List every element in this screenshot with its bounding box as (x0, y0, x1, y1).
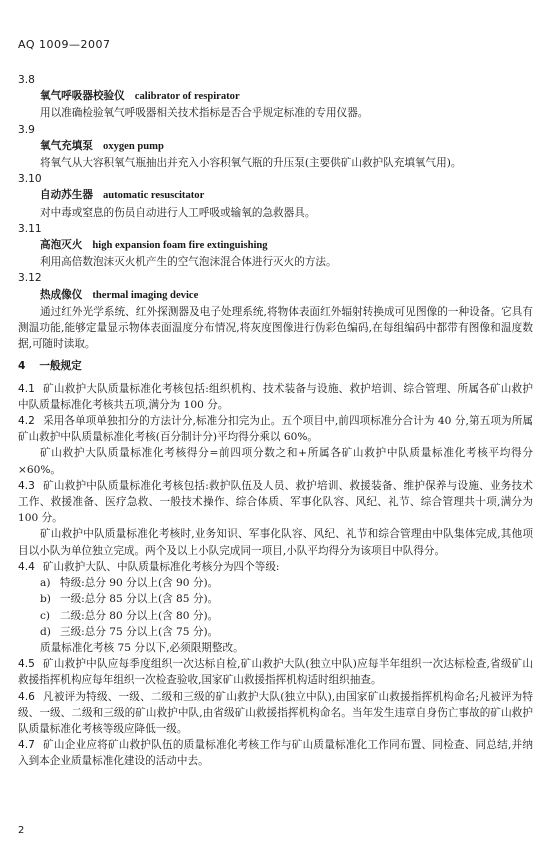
clause-4-6 (18, 689, 533, 738)
clause-number: 4.4 (18, 560, 35, 573)
term-definition: 用以准确检验氧气呼吸器相关技术指标是否合乎规定标准的专用仪器。 (40, 107, 369, 120)
clause-4-4-note: 质量标准化考核 75 分以下,必须限期整改。 (40, 641, 244, 654)
grade-text: 三级:总分 75 分以上(含 75 分)。 (60, 625, 219, 638)
term-definition: 通过红外光学系统、红外探测器及电子处理系统,将物体表面红外辐射转换成可见图像的一种设备。它具有测温功能,能够定量显示物体表面温度分布情况,将灰度图像进行伪彩色编码,在每组编码中都带有图像和温度数据,可随时读取。 (18, 305, 533, 351)
document-code: AQ 1009—2007 (18, 38, 111, 51)
term-en: oxygen pump (102, 140, 164, 152)
clause-text: 矿山救护大队质量标准化考核包括:组织机构、技术装备与设施、救护培训、综合管理、所属各矿山救护中队质量标准化考核共五项,满分为 100 分。 (18, 382, 533, 411)
term-number: 3.10 (18, 173, 42, 186)
term-definition: 将氧气从大容积氧气瓶抽出并充入小容积氧气瓶的升压泵(主要供矿山救护队充填氧气用)。 (40, 157, 462, 170)
page-number: 2 (18, 825, 25, 836)
clause-4-4 (18, 559, 533, 575)
term-definition: 利用高倍数泡沫灭火机产生的空气泡沫混合体进行灭火的方法。 (40, 256, 337, 269)
section-number: 4 (18, 360, 26, 373)
term-en: automatic resuscitator (102, 190, 205, 202)
term-number: 3.11 (18, 222, 42, 235)
clause-number: 4.2 (18, 415, 35, 428)
grade-item (18, 591, 533, 607)
grade-item (18, 575, 533, 591)
term-zh: 氧气呼吸器校验仪 (40, 90, 125, 103)
term-3-9 (18, 122, 533, 172)
term-heading (18, 237, 533, 254)
clause-text: 矿山救护大队、中队质量标准化考核分为四个等级: (42, 560, 280, 573)
grade-text: 二级:总分 80 分以上(含 80 分)。 (60, 609, 219, 622)
term-heading (18, 88, 533, 105)
clause-4-2 (18, 413, 533, 445)
clause-number: 4.5 (18, 658, 35, 671)
term-en: calibrator of respirator (134, 91, 240, 103)
term-3-10 (18, 171, 533, 221)
clause-4-5 (18, 656, 533, 688)
term-3-8 (18, 72, 533, 122)
grade-text: 特级:总分 90 分以上(含 90 分)。 (60, 577, 219, 590)
clause-4-7 (18, 737, 533, 769)
term-zh: 热成像仪 (40, 288, 83, 301)
clause-4-3 (18, 478, 533, 527)
grade-mark: d) (40, 625, 51, 638)
term-zh: 氧气充填泵 (40, 139, 93, 152)
clause-text: 采用各单项单独扣分的方法计分,标准分扣完为止。五个项目中,前四项标准分合计为 40 分,第五项为所属矿山救护中队质量标准化考核(百分制计分)平均得分乘以 60%。 (18, 415, 533, 444)
clause-number: 4.3 (18, 479, 35, 492)
term-number: 3.9 (18, 123, 35, 136)
grade-mark: a) (40, 577, 51, 590)
term-3-12 (18, 270, 533, 352)
term-number: 3.8 (18, 74, 35, 86)
page-body (18, 72, 533, 770)
term-3-11 (18, 221, 533, 271)
grade-text: 一级:总分 85 分以上(含 85 分)。 (60, 593, 219, 606)
clause-text: 矿山救护中队质量标准化考核包括:救护队伍及人员、救护培训、救援装备、维护保养与设施、业务技术工作、救援准备、医疗急救、一般技术操作、综合体质、军事化队容、风纪、礼节、综合管理共十项,满分为 100 分。 (18, 479, 533, 525)
clause-number: 4.6 (18, 690, 35, 703)
clause-4-2-formula: 矿山救护大队质量标准化考核得分=前四项分数之和+所属各矿山救护中队质量标准化考核平均得分×60%。 (18, 447, 533, 476)
grade-mark: c) (40, 609, 51, 622)
grade-mark: b) (40, 593, 51, 606)
grade-item (18, 608, 533, 624)
clause-text: 矿山企业应将矿山救护队伍的质量标准化考核工作与矿山质量标准化工作同布置、同检查、同总结,并纳入到本企业质量标准化建设的活动中去。 (18, 739, 533, 768)
grade-item (18, 624, 533, 640)
term-heading (18, 187, 533, 204)
term-zh: 高泡灭火 (40, 239, 83, 252)
section-title: 一般规定 (39, 360, 82, 373)
section-heading (18, 358, 533, 374)
term-heading (18, 138, 533, 155)
term-heading (18, 287, 533, 304)
clause-number: 4.7 (18, 739, 35, 752)
clause-4-1 (18, 381, 533, 413)
term-definition: 对中毒或窒息的伤员自动进行人工呼吸或输氧的急救器具。 (40, 206, 316, 219)
clause-text: 凡被评为特级、一级、二级和三级的矿山救护大队(独立中队),由国家矿山救援指挥机构命名;凡被评为特级、一级、二级和三级的矿山救护中队,由省级矿山救援指挥机构命名。当年发生违章自身伤亡事故的矿山救护队质量标准化考核等级应降低一级。 (18, 690, 533, 735)
term-number: 3.12 (18, 272, 42, 285)
clause-number: 4.1 (18, 382, 35, 395)
clause-text: 矿山救护中队应每季度组织一次达标自检,矿山救护大队(独立中队)应每半年组织一次达标检查,省级矿山救援指挥机构应每年组织一次检查验收,国家矿山救援指挥机构适时组织抽查。 (18, 658, 533, 687)
term-en: thermal imaging device (92, 289, 199, 301)
term-en: high expansion foam fire extinguishing (92, 240, 268, 252)
clause-4-3-note: 矿山救护中队质量标准化考核时,业务知识、军事化队容、风纪、礼节和综合管理由中队集体完成,其他项目以小队为单位独立完成。两个及以上小队完成同一项目,小队平均得分为该项目中队得分。 (18, 528, 533, 557)
term-zh: 自动苏生器 (40, 189, 93, 202)
